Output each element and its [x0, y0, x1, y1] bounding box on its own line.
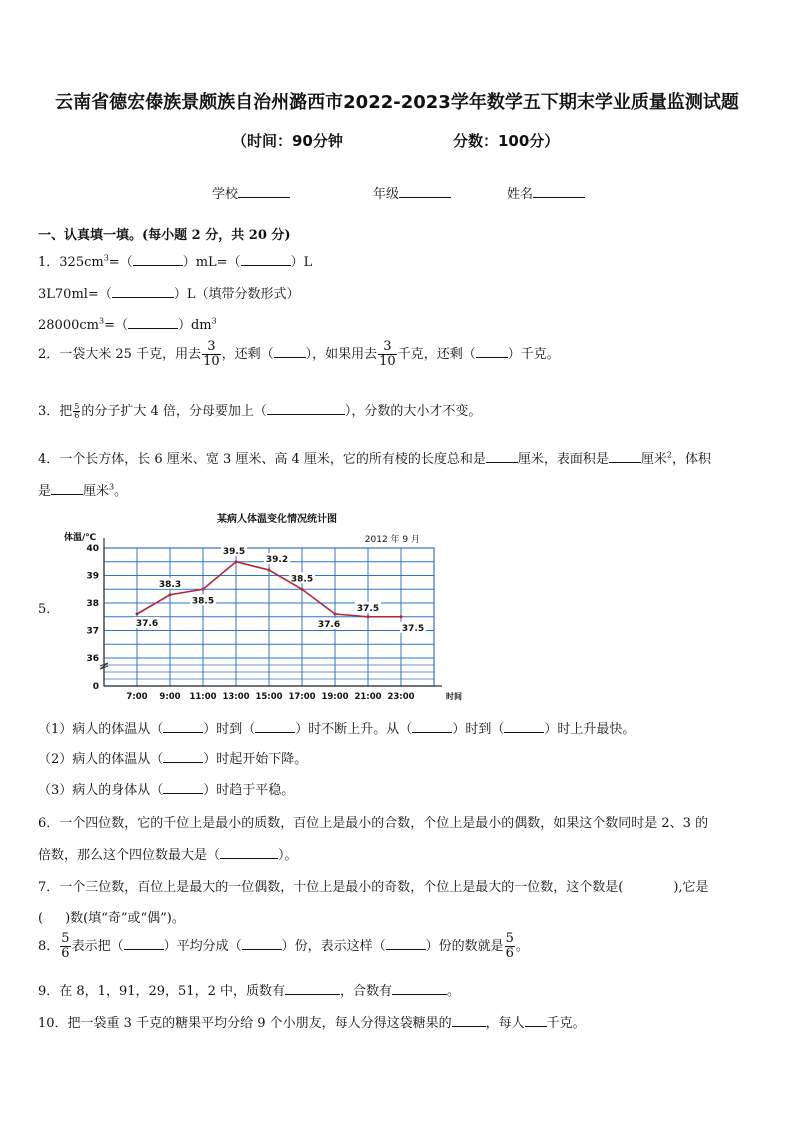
fraction-denominator: 6: [61, 946, 70, 961]
answer-blank[interactable]: [112, 285, 174, 298]
name-input-line[interactable]: [533, 185, 585, 198]
fraction-numerator: 3: [378, 340, 397, 355]
q4-sup-2: 3: [109, 482, 115, 492]
q3-text-3: ），分数的大小才不变。: [344, 404, 482, 419]
q10-text-2: ，每人: [485, 1016, 525, 1031]
q2-text-1: 2．一袋大米 25 千克，用去: [38, 347, 202, 362]
data-label: 38.5: [191, 596, 215, 607]
fraction-numerator: 5: [505, 931, 514, 946]
fraction-denominator: 6: [74, 411, 80, 420]
answer-blank[interactable]: [163, 781, 203, 794]
data-label: 37.5: [356, 603, 380, 614]
data-point: [202, 588, 205, 591]
y-tick-label: 37: [86, 626, 99, 637]
x-tick-label: 15:00: [255, 692, 283, 702]
q3-text-1: 3．把: [38, 404, 73, 419]
x-tick-label: 7:00: [126, 692, 148, 702]
data-label: 39.2: [265, 555, 289, 565]
question-9: [38, 980, 460, 999]
data-label: 38.5: [290, 574, 314, 585]
q10-text-1: 10．把一袋重 3 千克的糖果平均分给 9 个小朋友，每人分得这袋糖果的: [38, 1016, 452, 1031]
question-1a: [38, 251, 312, 270]
grade-field[interactable]: [373, 183, 451, 202]
q9-text-2: ，合数有: [339, 984, 392, 999]
x-tick-label: 21:00: [354, 692, 382, 702]
data-label: 38.3: [158, 579, 182, 590]
question-3: [38, 400, 481, 420]
y-tick-label: 40: [86, 544, 99, 554]
q5-1-text-1: （1）病人的体温从（: [38, 722, 164, 737]
q1a-mid2: ）mL=（: [182, 255, 241, 270]
fraction-numerator: 5: [61, 931, 70, 946]
name-field[interactable]: [507, 183, 585, 202]
question-2: [38, 340, 560, 369]
y-tick-label: 0: [92, 682, 99, 692]
school-input-line[interactable]: [238, 185, 290, 198]
x-tick-label: 23:00: [387, 692, 415, 702]
answer-blank[interactable]: [128, 316, 178, 329]
q6-text-1: 倍数，那么这个四位数最大是（: [38, 848, 221, 863]
q5-1-text-3: ）时不断上升。从（: [295, 722, 413, 737]
question-5-part-3: [38, 779, 294, 798]
answer-blank[interactable]: [386, 937, 426, 950]
question-7-line-1: [38, 876, 709, 895]
fraction: [202, 340, 221, 369]
q1b-prefix: 3L70ml=（: [38, 287, 112, 302]
question-7-line-2: [38, 907, 185, 926]
answer-blank[interactable]: [392, 982, 447, 995]
q7-text-4: )数(填“奇”或“偶”)。: [65, 911, 185, 926]
q5-2-text-1: （2）病人的体温从（: [38, 752, 164, 767]
q2-text-2: ，还剩（: [221, 347, 274, 362]
chart-title: 某病人体温变化情况统计图: [217, 514, 337, 525]
question-4-line-2: [38, 480, 127, 499]
answer-blank[interactable]: [255, 720, 295, 733]
q8-text-6: 。: [515, 939, 529, 954]
question-6-line-1: 6．一个四位数，它的千位上是最小的质数，百位上是最小的合数，个位上是最小的偶数，如果这个数同时是 2、3 的: [38, 816, 709, 831]
q6-text-2: ）。: [278, 848, 298, 863]
q8-text-1: 8．: [38, 939, 60, 954]
q5-3-text-1: （3）病人的身体从（: [38, 783, 164, 798]
q4-text-7: 。: [114, 484, 128, 499]
q1a-sup: 3: [103, 253, 109, 263]
x-tick-label: 19:00: [321, 692, 349, 702]
school-label: 学校: [212, 187, 239, 202]
y-tick-label: 36: [86, 654, 99, 664]
q1c-sup: 3: [98, 316, 105, 326]
question-8: [38, 932, 529, 961]
answer-blank[interactable]: [412, 720, 452, 733]
y-axis-label: 体温/℃: [64, 533, 97, 543]
q5-3-text-2: ）时趋于平稳。: [203, 783, 295, 798]
q4-text-5: 是: [38, 484, 52, 499]
data-point: [136, 613, 139, 616]
q8-text-5: ）份的数就是: [425, 939, 504, 954]
q8-text-3: ）平均分成（: [163, 939, 242, 954]
data-point: [334, 613, 337, 616]
fraction: [60, 932, 70, 961]
question-5-part-1: [38, 718, 635, 737]
q4-text-6: 厘米: [83, 484, 110, 499]
q1c-sup2: 3: [211, 316, 217, 326]
question-1b: [38, 283, 299, 302]
q5-1-text-2: ）时到（: [203, 722, 256, 737]
q1a-end: ）L: [290, 255, 313, 270]
fraction: [378, 340, 397, 369]
fraction-denominator: 6: [505, 946, 514, 961]
page-title: 云南省德宏傣族景颇族自治州潞西市2022-2023学年数学五下期末学业质量监测试题: [55, 92, 739, 113]
x-tick-label: 11:00: [189, 692, 217, 702]
q7-text-1: 7．一个三位数，百位上是最大的一位偶数，十位上是最小的奇数，个位上是最大的一位数，这个数是(: [38, 880, 624, 895]
question-1c: [38, 314, 217, 333]
x-tick-label: 9:00: [159, 692, 181, 702]
q1a-prefix: 1．325cm: [38, 255, 104, 270]
q9-text-3: 。: [447, 984, 461, 999]
data-label: 37.5: [401, 623, 425, 634]
q5-2-text-2: ）时起开始下降。: [203, 752, 308, 767]
q2-text-4: 千克，还剩（: [397, 347, 476, 362]
data-point: [301, 588, 304, 591]
q1c-prefix: 28000cm: [38, 318, 99, 333]
fraction-numerator: 5: [74, 402, 80, 411]
answer-blank[interactable]: [51, 482, 83, 495]
answer-blank[interactable]: [163, 720, 203, 733]
question-10: [38, 1012, 586, 1031]
school-field[interactable]: [212, 183, 290, 202]
q1c-end: ）dm: [177, 318, 212, 333]
answer-blank[interactable]: [241, 253, 291, 266]
q8-text-2: 表示把（: [71, 939, 124, 954]
answer-blank[interactable]: [504, 720, 544, 733]
q9-text-1: 9．在 8，1，91，29，51，2 中，质数有: [38, 984, 285, 999]
data-point: [268, 569, 271, 572]
data-point: [169, 593, 172, 596]
q1a-mid1: =（: [108, 255, 133, 270]
q1b-end: ）L（填带分数形式）: [173, 287, 300, 302]
answer-blank[interactable]: [476, 345, 508, 358]
answer-blank[interactable]: [274, 345, 306, 358]
exam-score: 分数：100分）: [453, 132, 560, 150]
name-label: 姓名: [507, 187, 534, 202]
data-point: [367, 615, 370, 618]
temperature-line-chart: [38, 510, 462, 705]
answer-blank[interactable]: [525, 1014, 547, 1027]
q4-text-1: 4．一个长方体，长 6 厘米、宽 3 厘米、高 4 厘米，它的所有棱的长度总和是: [38, 452, 486, 467]
answer-blank[interactable]: [133, 253, 183, 266]
q5-1-text-5: ）时上升最快。: [544, 722, 636, 737]
grade-label: 年级: [373, 187, 400, 202]
q4-text-4: ，体积: [672, 452, 712, 467]
fraction-denominator: 10: [203, 354, 220, 369]
q5-1-text-4: ）时到（: [452, 722, 505, 737]
q3-text-2: 的分子扩大 4 倍，分母要加上（: [81, 404, 267, 419]
q4-text-3: 厘米: [640, 452, 667, 467]
answer-blank[interactable]: [124, 937, 164, 950]
q7-text-2: ),它是: [673, 880, 709, 895]
data-label: 37.6: [135, 619, 159, 629]
question-6-line-2: [38, 844, 298, 863]
question-5-number: 5．: [38, 602, 60, 617]
data-point: [235, 560, 238, 563]
chart-date-label: 2012 年 9 月: [364, 535, 420, 545]
data-point: [400, 615, 403, 618]
grade-input-line[interactable]: [399, 185, 451, 198]
section-heading: 一、认真填一填。(每小题 2 分，共 20 分): [38, 228, 291, 243]
fraction-numerator: 3: [202, 340, 221, 355]
answer-blank[interactable]: [242, 937, 282, 950]
question-4-line-1: [38, 448, 711, 467]
answer-blank[interactable]: [163, 750, 203, 763]
x-tick-label: 13:00: [222, 692, 250, 702]
answer-blank[interactable]: [609, 450, 641, 463]
q4-text-2: 厘米，表面积是: [517, 452, 609, 467]
y-tick-label: 38: [86, 599, 99, 609]
x-tick-label: 17:00: [288, 692, 316, 702]
q4-sup-1: 2: [666, 450, 673, 460]
exam-time: （时间：90分钟: [232, 132, 343, 150]
answer-blank[interactable]: [220, 846, 278, 859]
answer-blank[interactable]: [486, 450, 518, 463]
q7-text-3: (: [38, 911, 44, 926]
answer-blank[interactable]: [452, 1014, 486, 1027]
fraction: [73, 403, 80, 420]
q2-text-5: ）千克。: [507, 347, 560, 362]
q1c-mid: =（: [104, 318, 128, 333]
fraction-denominator: 10: [379, 354, 396, 369]
data-label: 39.5: [222, 546, 246, 557]
q10-text-3: 千克。: [546, 1016, 586, 1031]
x-axis-label: 时间: [446, 692, 462, 701]
fraction: [505, 932, 515, 961]
y-tick-label: 39: [86, 571, 99, 582]
data-label: 37.6: [317, 620, 341, 630]
q2-text-3: ），如果用去: [305, 347, 378, 362]
q8-text-4: ）份，表示这样（: [281, 939, 386, 954]
answer-blank[interactable]: [285, 982, 340, 995]
answer-blank[interactable]: [267, 402, 345, 415]
question-5-part-2: [38, 748, 307, 767]
